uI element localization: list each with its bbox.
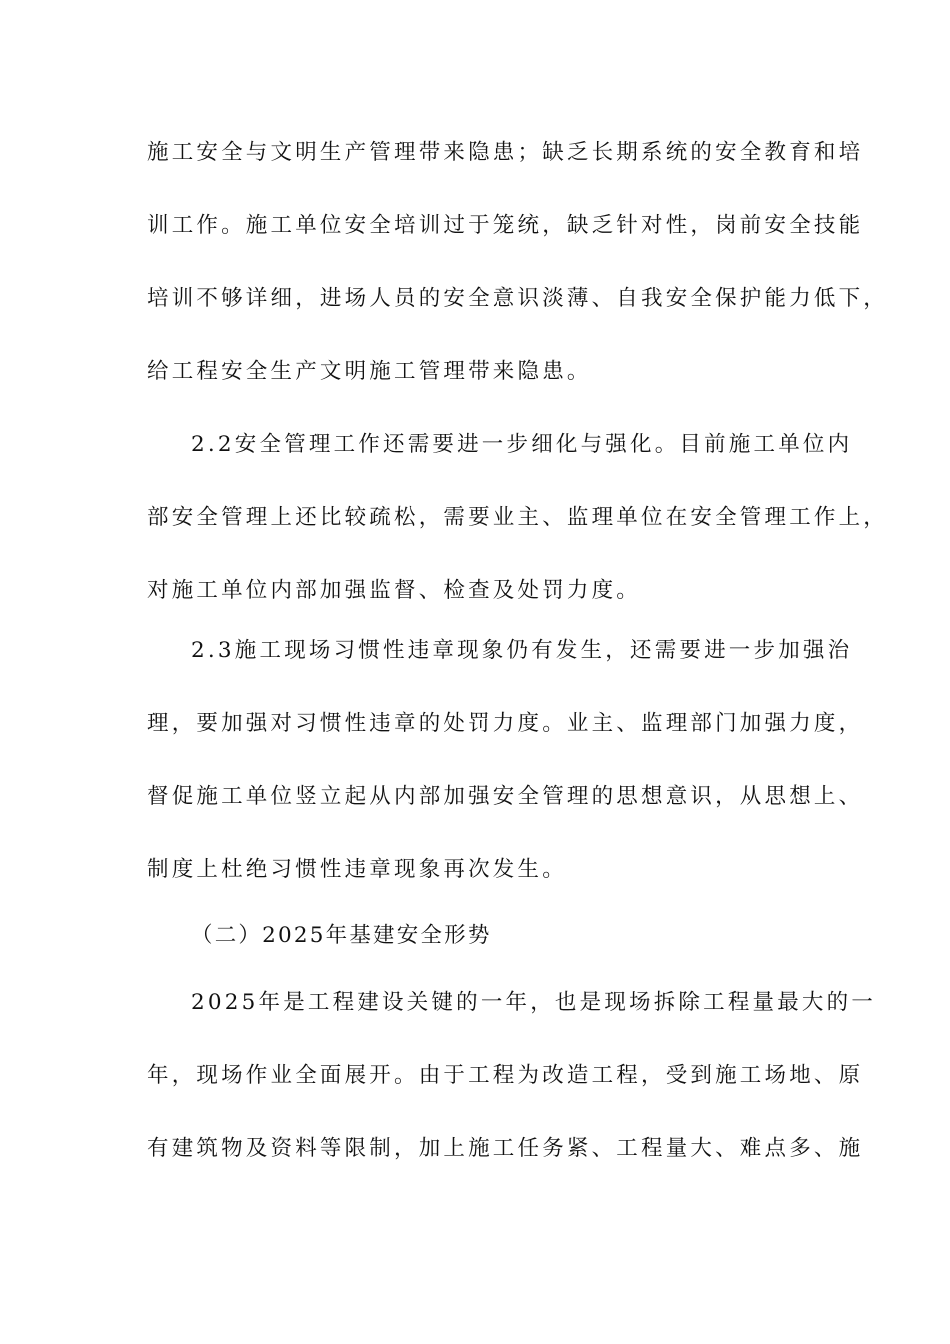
text-line-11: 制度上杜绝习惯性违章现象再次发生。: [147, 857, 567, 882]
text-line-1: 施工安全与文明生产管理带来隐患；缺乏长期系统的安全教育和培: [147, 140, 864, 165]
section-heading: （二）2025年基建安全形势: [191, 923, 492, 948]
text-line-2: 训工作。施工单位安全培训过于笼统，缺乏针对性，岗前安全技能: [147, 213, 864, 238]
text-line-6: 部安全管理上还比较疏松，需要业主、监理单位在安全管理工作上，: [147, 505, 889, 530]
paragraph-2-3-start: 2.3施工现场习惯性违章现象仍有发生，还需要进一步加强治: [191, 638, 853, 663]
paragraph-2-2-start: 2.2安全管理工作还需要进一步细化与强化。目前施工单位内: [191, 432, 853, 457]
text-line-10: 督促施工单位竖立起从内部加强安全管理的思想意识，从思想上、: [147, 784, 864, 809]
text-line-15: 有建筑物及资料等限制，加上施工任务紧、工程量大、难点多、施: [147, 1136, 864, 1161]
paragraph-2025-start: 2025年是工程建设关键的一年，也是现场拆除工程量最大的一: [191, 990, 877, 1015]
text-line-3: 培训不够详细，进场人员的安全意识淡薄、自我安全保护能力低下，: [147, 286, 889, 311]
text-line-9: 理，要加强对习惯性违章的处罚力度。业主、监理部门加强力度，: [147, 711, 864, 736]
text-line-4: 给工程安全生产文明施工管理带来隐患。: [147, 359, 592, 384]
text-line-7: 对施工单位内部加强监督、检查及处罚力度。: [147, 578, 642, 603]
text-line-14: 年，现场作业全面展开。由于工程为改造工程，受到施工场地、原: [147, 1063, 864, 1088]
